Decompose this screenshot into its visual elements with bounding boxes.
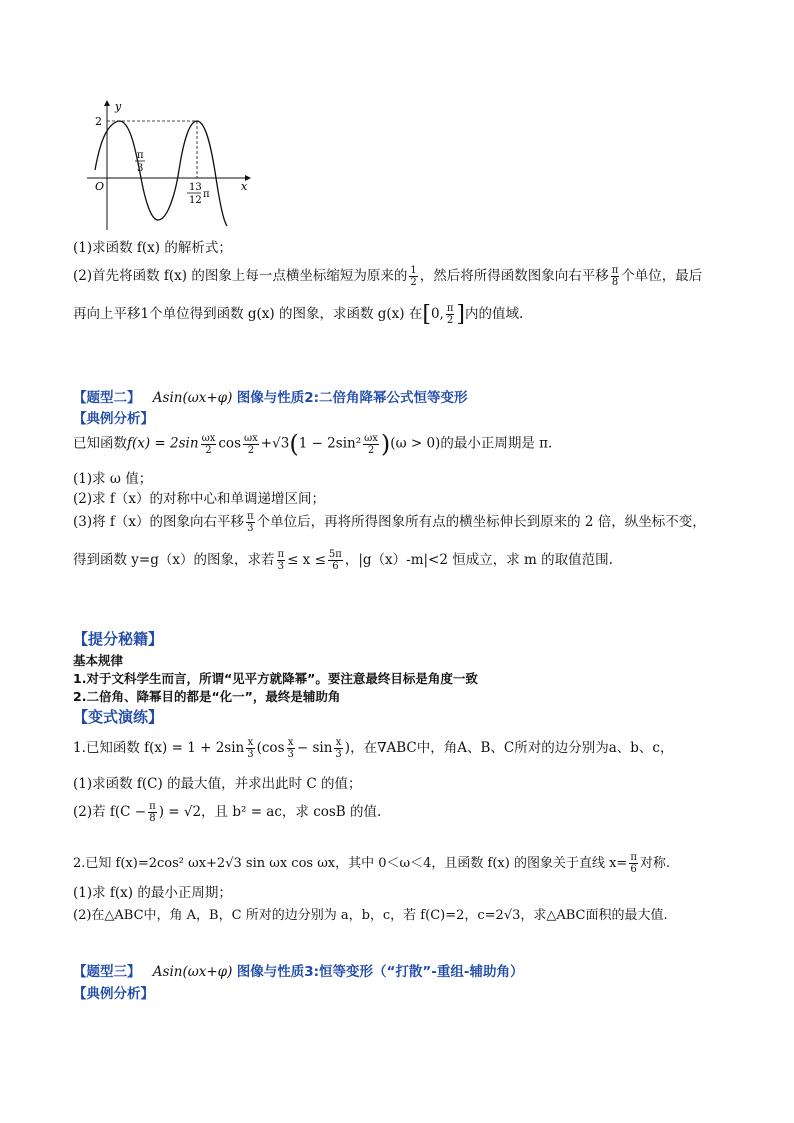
origin-label: O <box>95 180 105 193</box>
p1-q2-line2-b: 内的值域. <box>465 306 524 322</box>
p1-q2-line2: 再向上平移1个单位得到函数 g(x) 的图象，求函数 g(x) 在[0, $\frac{\pi}{2}$ ]内的值域. <box>73 302 524 327</box>
s2-q2: (2)求 f（x）的对称中心和单调递增区间； <box>73 491 326 507</box>
tips-title: 【提分秘籍】 <box>73 630 164 648</box>
p1-q2-line2-a: 再向上平移1个单位得到函数 g(x) 的图象，求函数 g(x) 在 <box>73 306 423 322</box>
x-axis-label: x <box>241 180 248 193</box>
section3-tag: 【题型三】 <box>73 964 141 980</box>
section2-header <box>73 386 468 406</box>
fraction-one-half: $\frac{1}{2}$ <box>410 265 417 288</box>
p1-q2-line1 <box>73 264 702 288</box>
s2-q3-line2: 得到函数 y=g（x）的图象，求若 $\frac{\pi}{3}$ ≤ x ≤ $\frac{5\pi}{6}$ ，|g（x）-m|<2 恒成立，求 m 的取值范围. <box>73 549 613 572</box>
p1-q1: (1)求函数 f(x) 的解析式； <box>73 240 232 256</box>
section3-title: 图像与性质3:恒等变形（“打散”-重组-辅助角） <box>236 964 524 980</box>
section2-tag: 【题型二】 <box>73 390 141 406</box>
v-p2: 2.已知 f(x)=2cos² ωx+2√3 sin ωx cos ωx，其中 0＜ω＜4，且函数 f(x) 的图象关于直线 x= $\frac{\pi}{6}$ 对称. <box>73 852 671 875</box>
tips-rule1: 1.对于文科学生而言，所谓“见平方就降幂”。要注意最终目标是角度一致 <box>73 671 478 686</box>
variant-title: 【变式演练】 <box>73 708 164 726</box>
y-axis-label: y <box>115 100 122 113</box>
v-p1-q1: (1)求函数 f(C) 的最大值，并求出此时 C 的值； <box>73 776 362 792</box>
v-p1: 1.已知函数 f(x) = 1 + 2sin $\frac{x}{3}$ (cos $\frac{x}{3}$ − sin $\frac{x}{3}$ )，在∇ABC中，角A、B、C所对的边分别为a、b、c， <box>73 737 674 760</box>
v-p2-q1: (1)求 f(x) 的最小正周期； <box>73 885 232 901</box>
fraction-pi-2: $\frac{\pi}{2}$ <box>446 303 454 326</box>
fraction-pi-8: $\frac{\pi}{8}$ <box>611 265 619 288</box>
tips-basic: 基本规律 <box>73 653 124 668</box>
tips-rule2: 2.二倍角、降幂目的都是“化一”，最终是辅助角 <box>73 689 341 704</box>
pi-over-3-num: π <box>137 150 144 161</box>
sine-curve <box>95 121 227 226</box>
v-p2-q2: (2)在△ABC中，角 A，B，C 所对的边分别为 a，b，c，若 f(C)=2，c=2√3，求△ABC面积的最大值. <box>73 908 668 923</box>
section2-typical: 【典例分析】 <box>73 411 154 427</box>
s2-given: 已知函数f(x) = 2sin $\frac{\omega x}{2}$ cos $\frac{\omega x}{2}$ +√3(1 − 2sin² $\frac{\omega x}{2}$ )(ω > 0)的最小正周期是 π. <box>73 430 553 458</box>
p1-q2-text-c: 个单位，最后 <box>621 268 703 284</box>
y-axis-arrow-icon <box>104 100 110 106</box>
section2-title: 图像与性质2:二倍角降幂公式恒等变形 <box>236 390 468 406</box>
x-label-den: 12 <box>189 195 202 206</box>
section3-formula: Asin(ωx+φ) <box>152 964 233 980</box>
sine-graph <box>85 98 260 233</box>
s2-q3-line1: (3)将 f（x）的图象向右平移 $\frac{\pi}{3}$ 个单位后，再将所得图象所有点的横坐标伸长到原来的 2 倍，纵坐标不变， <box>73 511 706 534</box>
p1-q2-text-b: ，然后将所得函数图象向右平移 <box>419 268 609 284</box>
x-label-num: 13 <box>189 182 202 193</box>
section2-formula: Asin(ωx+φ) <box>152 390 233 406</box>
section3-typical: 【典例分析】 <box>73 986 154 1002</box>
y-max-label: 2 <box>95 115 102 128</box>
s2-q1: (1)求 ω 值； <box>73 471 153 487</box>
interval-start: 0, <box>430 306 444 322</box>
x-label-pi: π <box>203 189 210 200</box>
section3-header <box>73 960 523 980</box>
p1-q2-text-a: (2)首先将函数 f(x) 的图象上每一点横坐标缩短为原来的 <box>73 268 408 284</box>
v-p1-q2: (2)若 f(C − $\frac{\pi}{8}$ ) = √2，且 b² = ac，求 cosB 的值. <box>73 801 382 824</box>
pi-over-3-den: 3 <box>137 163 144 174</box>
